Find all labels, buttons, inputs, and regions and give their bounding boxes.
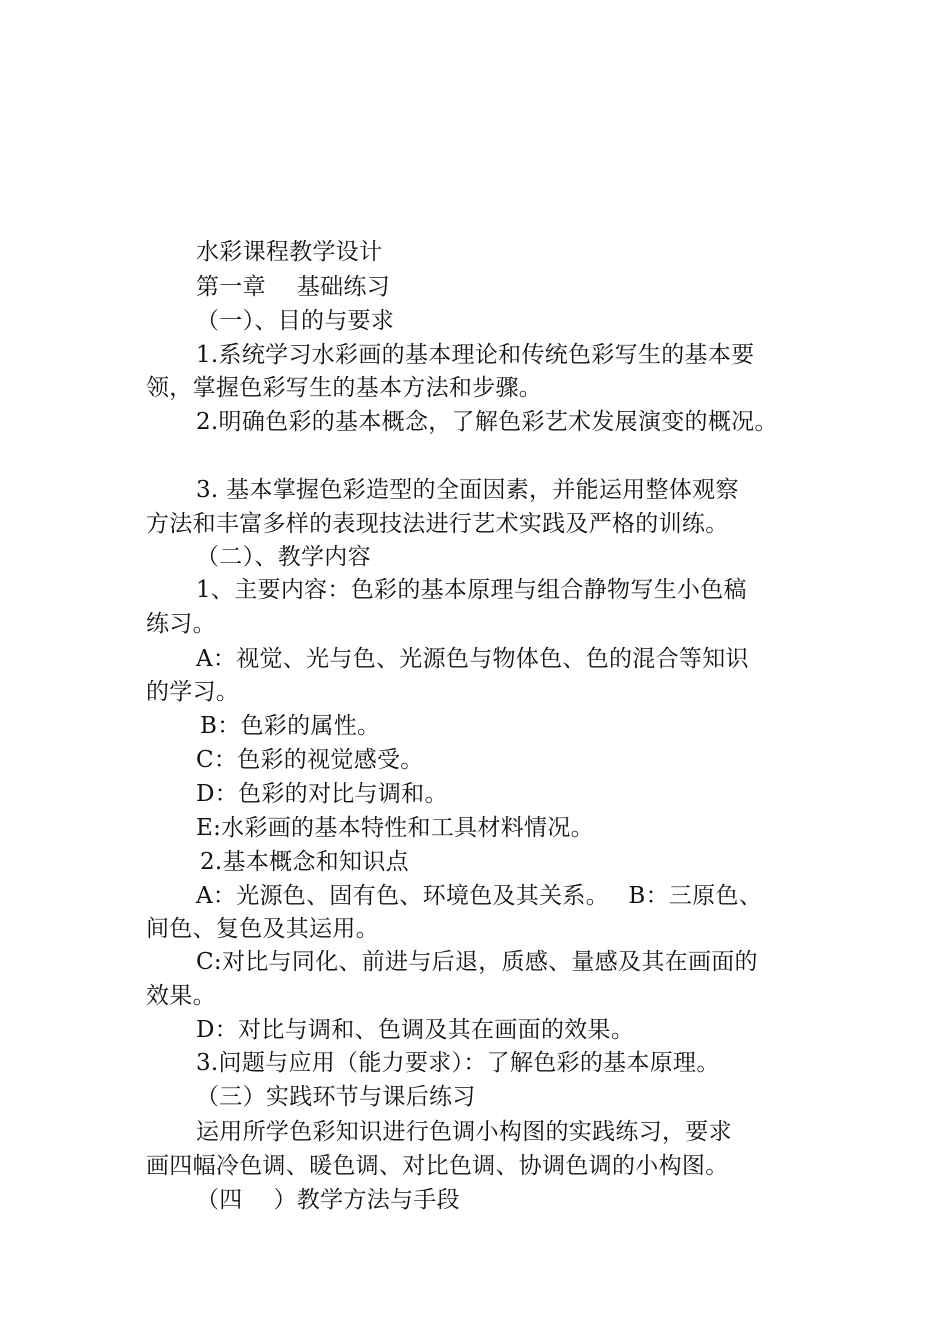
- section-heading: （三）实践环节与课后练习: [196, 1084, 476, 1110]
- paragraph-line: A：视觉、光与色、光源色与物体色、色的混合等知识: [196, 646, 749, 672]
- paragraph-line: D：色彩的对比与调和。: [196, 781, 448, 807]
- paragraph-line: 2.基本概念和知识点: [200, 849, 409, 875]
- paragraph-line: 的学习。: [146, 679, 240, 705]
- paragraph-line: 运用所学色彩知识进行色调小构图的实践练习，要求: [196, 1119, 732, 1145]
- paragraph-line: 1、主要内容：色彩的基本原理与组合静物写生小色稿: [196, 577, 747, 603]
- section-heading: （二）、教学内容: [196, 544, 371, 570]
- paragraph-line: 效果。: [146, 983, 216, 1009]
- paragraph-line: C:对比与同化、前进与后退，质感、量感及其在画面的: [196, 949, 758, 975]
- paragraph-line: E:水彩画的基本特性和工具材料情况。: [196, 815, 594, 841]
- paragraph-line: C：色彩的视觉感受。: [196, 747, 424, 773]
- paragraph-line: B：色彩的属性。: [200, 713, 381, 739]
- paragraph-line: A：光源色、固有色、环境色及其关系。 B：三原色、: [196, 883, 763, 909]
- paragraph-line: D：对比与调和、色调及其在画面的效果。: [196, 1017, 635, 1043]
- chapter-heading: 第一章 基础练习: [196, 274, 391, 300]
- paragraph-line: 领，掌握色彩写生的基本方法和步骤。: [146, 375, 543, 401]
- section-heading: （一）、目的与要求: [196, 308, 395, 334]
- document-title: 水彩课程教学设计: [196, 239, 383, 265]
- paragraph-line: 画四幅冷色调、暖色调、对比色调、协调色调的小构图。: [146, 1153, 729, 1179]
- paragraph-line: 间色、复色及其运用。: [146, 916, 379, 942]
- paragraph-line: 练习。: [146, 611, 216, 637]
- paragraph-line: 方法和丰富多样的表现技法进行艺术实践及严格的训练。: [146, 511, 729, 537]
- paragraph-line: 2.明确色彩的基本概念，了解色彩艺术发展演变的概况。: [196, 409, 778, 435]
- paragraph-line: 3. 基本掌握色彩造型的全面因素，并能运用整体观察: [196, 477, 739, 503]
- paragraph-line: 3.问题与应用（能力要求）：了解色彩的基本原理。: [196, 1050, 720, 1076]
- paragraph-line: 1.系统学习水彩画的基本理论和传统色彩写生的基本要: [196, 342, 755, 368]
- section-heading: （四 ）教学方法与手段: [196, 1187, 460, 1213]
